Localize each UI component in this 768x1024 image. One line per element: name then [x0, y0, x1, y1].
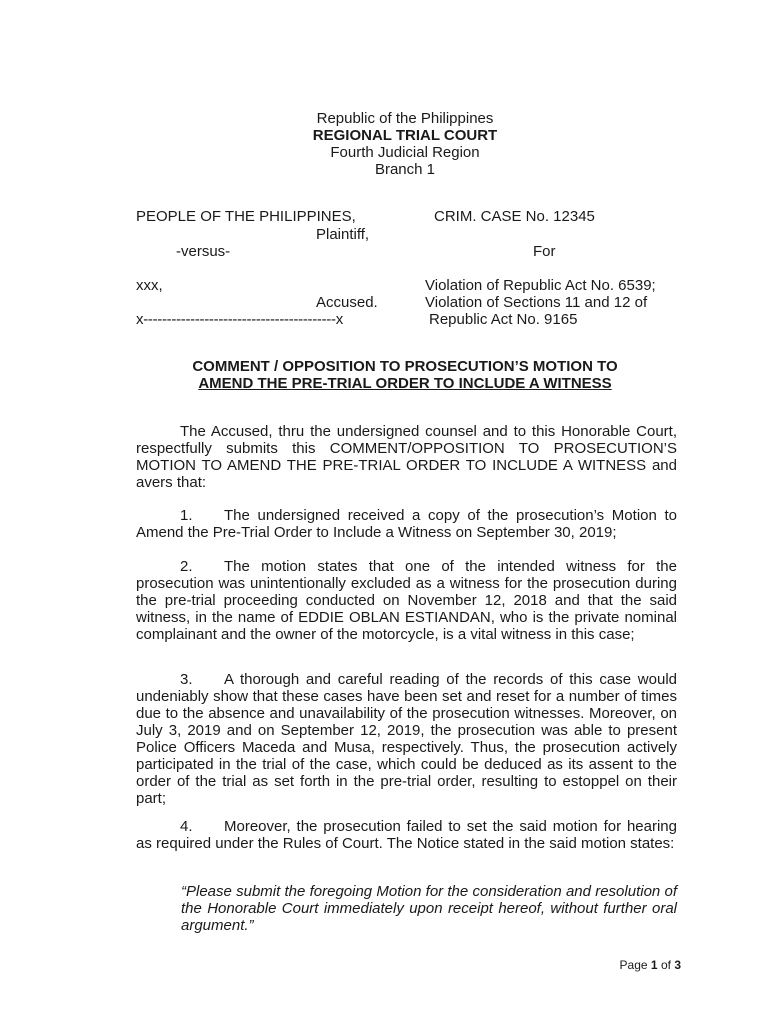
- branch: Branch 1: [374, 161, 436, 178]
- caption-for: For: [533, 243, 556, 260]
- caption-separator: x-----------------------------------------x: [136, 311, 343, 328]
- document-title-line-2: AMEND THE PRE-TRIAL ORDER TO INCLUDE A WITNESS: [198, 375, 612, 392]
- caption-versus: -versus-: [176, 243, 231, 260]
- quoted-notice: “Please submit the foregoing Motion for the consideration and resolution of the Honorable Court immediately upon receipt hereof, without further oral argument.”: [181, 883, 677, 934]
- intro-text: The Accused, thru the undersigned counsel and to this Honorable Court, respectfully submits this COMMENT/OPPOSITION TO PROSECUTION’S MOTION TO AMEND THE PRE-TRIAL ORDER TO INCLUDE A WITNESS and avers that:: [136, 423, 677, 491]
- page-number: [620, 958, 681, 972]
- current-page: 1: [650, 958, 658, 972]
- violation-line-1: Violation of Republic Act No. 6539;: [425, 277, 656, 294]
- numbered-paragraph: [136, 558, 677, 643]
- paragraph-number: 4.: [180, 818, 193, 835]
- paragraph-text: A thorough and careful reading of the records of this case would undeniably show that these cases have been set and reset for a number of times due to the absence and unavailability of the prosecution witnesses. Moreover, on July 3, 2019 and on September 12, 2019, the prosecution was able to present Police Officers Maceda and Musa, respectively. Thus, the prosecution actively participated in the trial of the case, which could be deduced as its assent to the order of the trial as set forth in the pre-trial order, resulting to estoppel on their part;: [136, 671, 677, 807]
- caption-accused-label: Accused.: [316, 294, 378, 311]
- page-word: Page: [619, 958, 648, 972]
- numbered-paragraph: [136, 671, 677, 807]
- paragraph-text: Moreover, the prosecution failed to set the said motion for hearing as required under the Rules of Court. The Notice stated in the said motion states:: [136, 818, 677, 852]
- intro-paragraph: [136, 423, 677, 491]
- paragraph-text: The motion states that one of the intended witness for the prosecution was unintentionally excluded as a witness for the prosecution during the pre-trial proceeding conducted on November 12, 2018 and that the said witness, in the name of EDDIE OBLAN ESTIANDAN, who is the private nominal complainant and the owner of the motorcycle, is a vital witness in this case;: [136, 558, 677, 643]
- case-number: CRIM. CASE No. 12345: [434, 208, 595, 225]
- caption-accused-name: xxx,: [136, 277, 163, 294]
- paragraph-text: The undersigned received a copy of the prosecution’s Motion to Amend the Pre-Trial Order to Include a Witness on September 30, 2019;: [136, 507, 677, 541]
- violation-line-2: Violation of Sections 11 and 12 of: [425, 294, 648, 311]
- judicial-region: Fourth Judicial Region: [330, 144, 480, 161]
- paragraph-number: 3.: [180, 671, 193, 688]
- caption-plaintiff: Plaintiff,: [316, 226, 370, 243]
- numbered-paragraph: [136, 507, 677, 541]
- violation-line-3: Republic Act No. 9165: [429, 311, 578, 328]
- republic-line: Republic of the Philippines: [316, 110, 494, 127]
- caption-people: PEOPLE OF THE PHILIPPINES,: [136, 208, 356, 225]
- total-pages: 3: [674, 958, 681, 972]
- numbered-paragraph: [136, 818, 677, 852]
- of-word: of: [660, 958, 671, 972]
- court-header: [0, 110, 768, 178]
- paragraph-number: 2.: [180, 558, 193, 575]
- court-name: REGIONAL TRIAL COURT: [312, 127, 498, 144]
- document-title-line-1: COMMENT / OPPOSITION TO PROSECUTION’S MOTION TO: [192, 358, 618, 375]
- document-title-line-2-wrap: [0, 375, 768, 392]
- paragraph-number: 1.: [180, 507, 193, 524]
